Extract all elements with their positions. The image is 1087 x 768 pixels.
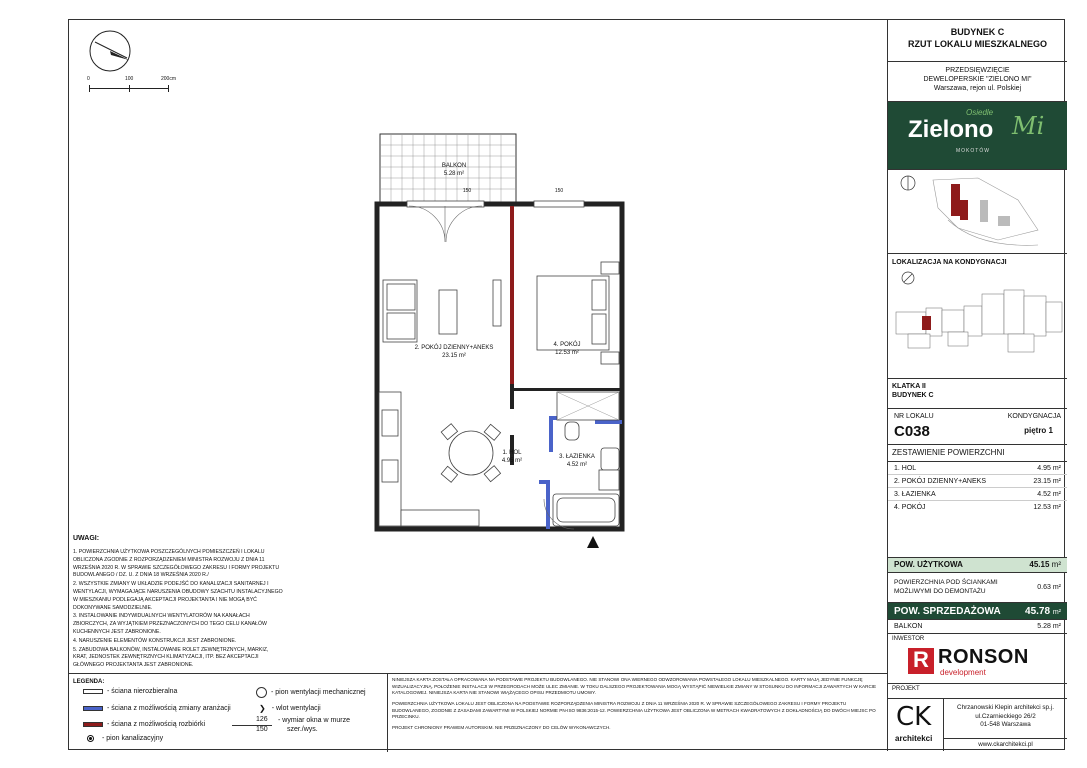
sale-area [888, 603, 1067, 620]
budynek-label: BUDYNEK C [892, 392, 934, 400]
sewer-icon [87, 735, 94, 742]
ck-logo [888, 698, 944, 751]
scale-bar [87, 76, 177, 92]
location-title: LOKALIZACJA NA KONDYGNACJI [892, 259, 1007, 266]
wall-demolishable [510, 206, 514, 384]
hall-name: 1. HOL [502, 450, 522, 456]
hall-label [492, 450, 532, 465]
balcony-area-label: BALKON [894, 622, 923, 630]
logo-script-text: Mi [1012, 112, 1045, 140]
sale-area-unit: m² [1052, 608, 1061, 616]
under-walls-value: 0.63 [1037, 583, 1051, 591]
floor-label: KONDYGNACJA [1007, 413, 1061, 420]
architect-label: PROJEKT [892, 686, 920, 692]
scale-tick-200: 200cm [161, 76, 177, 82]
legend-window-dim-text: - wymiar okna w murze [278, 717, 350, 724]
tv-unit [493, 280, 501, 326]
main-area [69, 20, 887, 751]
legend-box [69, 673, 887, 751]
living-room-label [399, 345, 509, 360]
under-walls-area [888, 573, 1067, 603]
usable-area-label: POW. UŻYTKOWA [894, 559, 963, 569]
vent-mech-icon [256, 687, 267, 698]
architect-line-1: Chrzanowski Klepin architekci sp.j. [957, 704, 1054, 711]
project-line-2: DEWELOPERSKIE "ZIELONO MI" [923, 76, 1032, 84]
note-5: 5. ZABUDOWA BALKONÓW, INSTALOWANIE ROLET ZEWNĘTRZNYCH, MARKIZ, KRAT, JEDNOSTEK ZEWNĘTRZNYCH KLIMATYZACJI, ITP. BEZ AKCEPTACJI GŁÓWNEGO PROJEKTANTA JEST ZABRONIONE. [73, 646, 269, 669]
ck-logo-text: CK [896, 702, 932, 732]
investor-sub: development [940, 668, 986, 677]
note-4: 4. NARUSZENIE ELEMENTÓW KONSTRUKCJI JEST ZABRONIONE. [73, 637, 237, 644]
location-block [888, 254, 1067, 379]
floor-location-map [888, 268, 1067, 378]
disclaimer-p3: PROJEKT CHRONIONY PRAWEM AUTORSKIM. NIE PRZEZNACZONY DO CELÓW WYKONAWCZYCH. [392, 724, 611, 730]
legend-window-dim-text-2: szer./wys. [287, 726, 318, 733]
building-title: BUDYNEK C [950, 27, 1005, 37]
bathroom-area: 4.52 m² [566, 461, 588, 468]
swatch-demolish [83, 722, 103, 727]
stair-block [888, 379, 1067, 409]
toilet [565, 422, 579, 440]
area-row-unit: m² [1052, 477, 1061, 485]
architect-line-3: 01-548 Warszawa [980, 721, 1031, 728]
unit-number-label: NR LOKALU [894, 413, 934, 420]
legend-vent-mech [256, 687, 366, 698]
site-map-image [888, 170, 1067, 254]
balcony-label [424, 163, 484, 178]
area-row-unit: m² [1052, 504, 1061, 512]
area-row [888, 462, 1067, 475]
compass-icon [87, 28, 133, 74]
plan-subtitle: RZUT LOKALU MIESZKALNEGO [908, 39, 1047, 49]
architect-line-2: ul.Czarnieckiego 26/2 [975, 712, 1036, 720]
logo-district: MOKOTÓW [956, 148, 990, 154]
legend-title: LEGENDA: [73, 679, 105, 685]
area-row-value: 12.53 [1033, 504, 1051, 512]
area-row [888, 475, 1067, 488]
sale-area-value: 45.78 [1025, 605, 1051, 617]
vent-inlet-icon: ❯ [259, 704, 266, 713]
living-room-area: 23.15 m² [442, 352, 466, 359]
project-block [888, 62, 1067, 102]
bathroom-name: 3. ŁAZIENKA [559, 454, 595, 460]
zielono-logo [888, 102, 1067, 170]
project-line-1: PRZEDSIĘWZIĘCIE [945, 67, 1010, 74]
legend-vent-inlet-text: - wlot wentylacji [271, 705, 321, 712]
architect-info [944, 698, 1067, 751]
site-map [888, 170, 1067, 254]
usable-area-unit: m² [1051, 559, 1061, 569]
area-row-name: 1. HOL [894, 464, 917, 472]
scale-tick-0: 0 [87, 76, 90, 82]
legend-wall-fixed [83, 688, 177, 695]
note-1: 1. POWIERZCHNIA UŻYTKOWA POSZCZEGÓLNYCH POMIESZCZEŃ I LOKALU OBLICZONA ZGODNIE Z ROZPORZĄDZENIEM MINISTRA ROZWOJU Z DNIA 11 WRZEŚNIA 2020 R. W SPRAWIE SZCZEGÓŁOWEGO ZAKRESU I FORMY PROJEKTU BUDOWLANEGO / DZ. U. Z DNIA 18 WRZEŚNIA 2020 R./ [73, 549, 280, 579]
area-row [888, 501, 1067, 514]
unit-block [888, 409, 1067, 445]
architect-block [888, 684, 1067, 751]
legend-wall-demolish-text: - ściana z możliwością rozbiórki [107, 721, 206, 728]
balcony-area-unit: m² [1052, 622, 1061, 630]
window-dim-bottom: 150 [256, 726, 268, 733]
usable-area [888, 558, 1067, 573]
legend-wall-fixed-text: - ściana nierozbieralna [107, 688, 178, 695]
balcony-area-value: 5.28 [1037, 622, 1051, 630]
investor-label: INWESTOR [892, 636, 925, 642]
note-3: 3. INSTALOWANIE INDYWIDUALNYCH WENTYLATORÓW NA KANAŁACH ZBIORCZYCH, ZA WYJĄTKIEM PRZEZNACZONYCH DO TEGO CELU KANAŁÓW KUCHENNYCH JEST ZABRONIONE. [73, 613, 267, 636]
area-row-name: 4. POKÓJ [894, 504, 926, 512]
area-row-name: 2. POKÓJ DZIENNY+ANEKS [894, 477, 986, 485]
area-row-value: 4.52 [1037, 490, 1051, 498]
washbasin [601, 448, 619, 470]
balcony-area: 5.28 m² [443, 170, 465, 177]
area-row-name: 3. ŁAZIENKA [894, 490, 936, 498]
hall-area: 4.95 m² [501, 457, 523, 464]
window-dim-1: 150 [462, 188, 472, 194]
balcony-area [888, 620, 1067, 634]
swatch-fixed [83, 689, 103, 694]
disclaimer-p1: NINIEJSZA KARTA ZOSTAŁA OPRACOWANA NA PODSTAWIE PROJEKTU BUDOWLANEGO. NIE STANOWI ONA WIERNEGO ODWZOROWANIA POWSTAŁEGO LOKALU MIESZKALNEGO. KARTY MAJĄ JEDYNIE FUNKCJĘ WIZUALIZACYJNĄ. POŁOŻENIE INSTALACJI W PRZEGRODACH MOŻE ULEC ZMIANIE. W TOKU DALSZEGO PROJEKTOWANIA MOGĄ WYSTĄPIĆ NIEWIELKIE ZMIANY W STOSUNKU DO INFORMACJI ZAWARTYCH W KARCIE KATALOGOWEJ. NINIEJSZA KARTA NIE STANOWI WIĄŻĄCEGO OPISU PRZEDMIOTU UMOWY. [392, 677, 877, 696]
under-walls-label: POWIERZCHNIA POD ŚCIANKAMI MOŻLIWYMI DO DEMONTAŻU [894, 578, 998, 595]
architect-web: www.ckarchitekci.pl [944, 738, 1067, 752]
info-sidebar [887, 20, 1066, 751]
project-line-3: Warszawa, rejon ul. Polskiej [933, 85, 1022, 93]
window-dim-2: 150 [554, 188, 564, 194]
room-label [537, 342, 597, 357]
title-block [888, 20, 1067, 62]
klatka-label: KLATKA II [892, 383, 926, 390]
swatch-change [83, 706, 103, 711]
logo-main-text: Zielono [908, 116, 994, 143]
living-room-name: 2. POKÓJ DZIENNY+ANEKS [414, 345, 494, 351]
disclaimer-p2: POWIERZCHNIA UŻYTKOWA LOKALU JEST OBLICZONA NA PODSTAWIE ROZPORZĄDZENIA MINISTRA ROZWOJU Z DNIA 11 WRZEŚNIA 2020 R. W SPRAWIE SZCZEGÓŁOWEGO ZAKRESU I FORMY PROJEKTU BUDOWLANEGO, ZGODNIE Z ZASADAMI ZAWARTYMI W POLSKIEJ NORMIE PN-ISO 9836:2015-12. POWIERZCHNIA UŻYTKOWA JEST OBLICZONA W METRACH KWADRATOWYCH Z DOKŁADNOŚCIĄ DO DWÓCH MIEJSC PO PRZECINKU. [392, 700, 876, 720]
notes-block [73, 534, 283, 671]
investor-block [888, 634, 1067, 684]
ronson-logo-icon: R [908, 648, 934, 674]
bathtub [553, 494, 619, 526]
area-row-value: 4.95 [1037, 464, 1051, 472]
legend-window-dim [232, 716, 392, 736]
sofa [383, 280, 417, 342]
legend-vent-mech-text: - pion wentylacji mechanicznej [271, 689, 366, 696]
legend-vent-inlet [259, 704, 321, 713]
washing-machine [599, 470, 619, 490]
balcony-name: BALKON [441, 163, 467, 169]
floor-value: piętro 1 [1024, 426, 1053, 436]
coffee-table [439, 290, 457, 334]
ck-logo-sub: architekci [895, 734, 933, 743]
area-row-unit: m² [1052, 490, 1061, 498]
logo-small-text: Osiedle [966, 108, 994, 117]
legend-wall-demolish [83, 721, 205, 728]
legend-wall-change [83, 705, 231, 712]
note-2: 2. WSZYSTKIE ZMIANY W UKŁADZIE PODEJŚĆ DO KANALIZACJI SANITARNEJ I WENTYLACJI, WYMAGAJĄCE NARUSZENIA OBUDOWY SZACHTU INSTALACYJNEGO W MIESZKANIU PODLEGAJĄ AKCEPTACJI PROJEKTANTA I NIE MOGĄ BYĆ DOKONYWANE SAMODZIELNIE. [73, 581, 283, 611]
scale-tick-100: 100 [125, 76, 134, 82]
room-area: 12.53 m² [555, 349, 579, 356]
drawing-sheet [68, 19, 1065, 750]
investor-name: RONSON [938, 646, 1029, 668]
area-summary-title: ZESTAWIENIE POWIERZCHNI [888, 445, 1067, 462]
usable-area-value: 45.15 [1029, 559, 1050, 569]
area-summary [888, 445, 1067, 558]
area-row [888, 488, 1067, 501]
under-walls-unit: m² [1052, 583, 1061, 591]
notes-title: UWAGI: [73, 535, 100, 542]
outer-walls [377, 204, 622, 529]
legend-sewer [87, 735, 163, 742]
legend-sewer-text: - pion kanalizacyjny [102, 735, 164, 742]
window-dim-top: 126 [256, 716, 268, 723]
bathroom-label [552, 454, 602, 469]
area-row-value: 23.15 [1033, 477, 1051, 485]
sale-area-label: POW. SPRZEDAŻOWA [894, 605, 1001, 617]
disclaimer [387, 674, 887, 752]
room-name: 4. POKÓJ [553, 342, 581, 348]
unit-number: C038 [894, 423, 930, 441]
legend-wall-change-text: - ściana z możliwością zmiany aranżacji [107, 705, 231, 712]
area-row-unit: m² [1052, 464, 1061, 472]
entrance-arrow-icon [587, 536, 599, 548]
